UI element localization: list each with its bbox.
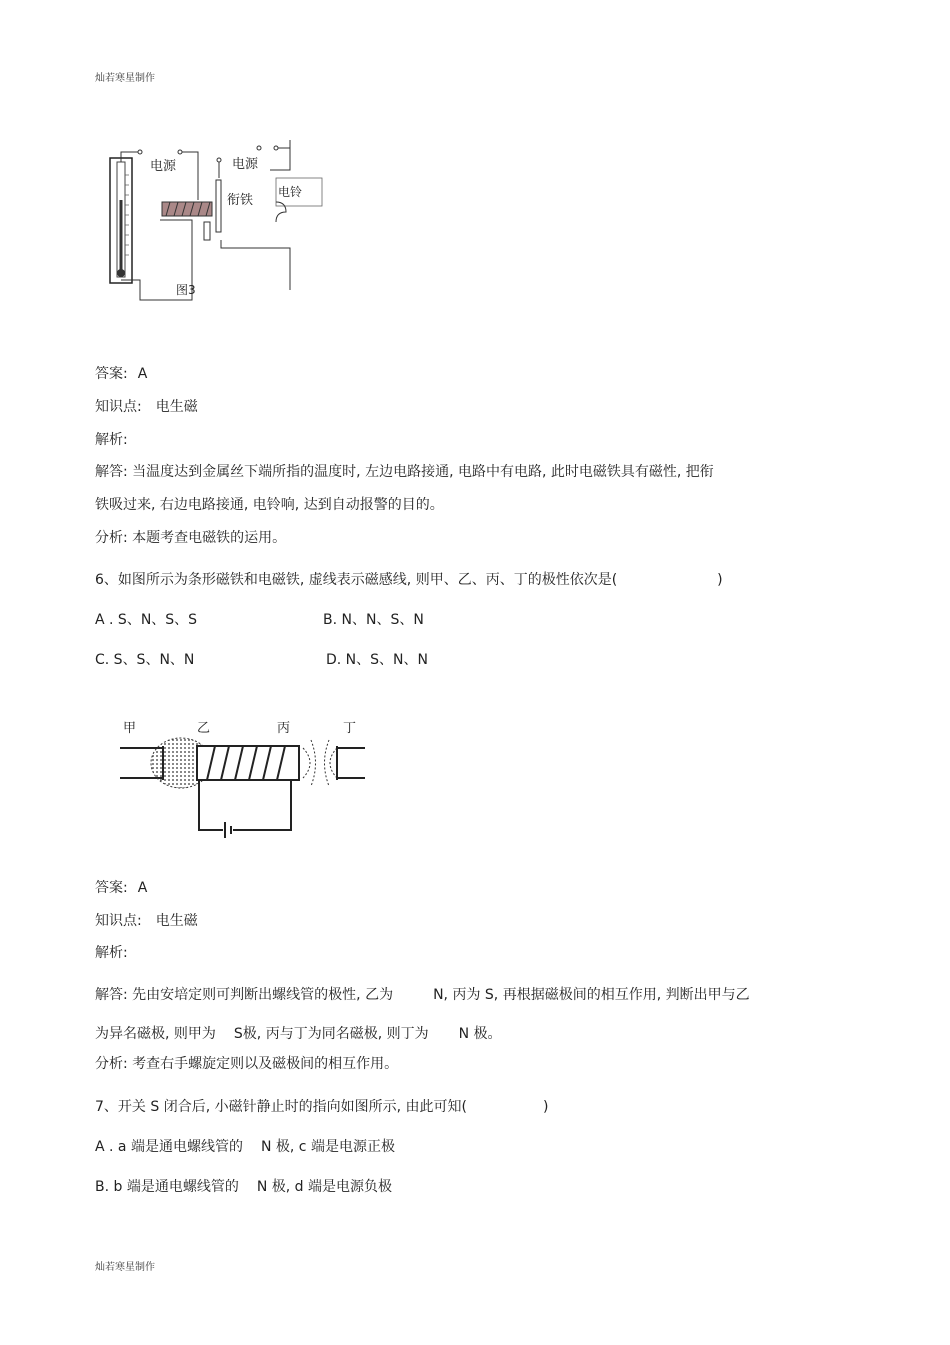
q6-knowledge <box>95 912 198 930</box>
answer-label: 答案: <box>95 366 128 382</box>
knowledge-label: 知识点: <box>95 399 142 415</box>
figure-caption: 图3 <box>176 283 196 297</box>
q7-stem <box>95 1098 548 1116</box>
armature <box>216 180 221 232</box>
q5-analysis-label: 解析: <box>95 432 128 448</box>
q7-option-a <box>95 1138 395 1156</box>
q6-fenxi: 分析: 考查右手螺旋定则以及磁极间的相互作用。 <box>95 1056 399 1072</box>
figure-3-circuit <box>100 140 340 305</box>
q7-opt-b-part1: B. b 端是通电螺线管的 <box>95 1179 239 1195</box>
q6-answer <box>95 879 147 897</box>
q5-fenxi: 分析: 本题考查电磁铁的运用。 <box>95 530 287 546</box>
q7-option-b <box>95 1178 392 1196</box>
q5-solution-line-2: 铁吸过来, 右边电路接通, 电铃响, 达到自动报警的目的。 <box>95 497 444 513</box>
answer-value: A <box>137 880 148 896</box>
q6-stem-close: ) <box>717 572 723 588</box>
q7-opt-a-part2: N 极, c 端是电源正极 <box>260 1139 395 1155</box>
q6-option-c: C. S、S、N、N <box>95 652 195 668</box>
q6-sol2-b: S极, 丙与丁为同名磁极, 则丁为 <box>233 1026 429 1042</box>
q7-opt-b-part2: N 极, d 端是电源负极 <box>256 1179 393 1195</box>
q5-answer <box>95 365 147 383</box>
q6-analysis-label: 解析: <box>95 945 128 961</box>
q6-option-b: B. N、N、S、N <box>323 612 424 628</box>
answer-label: 答案: <box>95 880 128 896</box>
bell-label: 电铃 <box>278 185 303 199</box>
q6-sol1-b: N, 丙为 S, 再根据磁极间的相互作用, 判断出甲与乙 <box>433 987 750 1003</box>
label-bing: 丙 <box>277 721 291 736</box>
q7-opt-a-part1: A . a 端是通电螺线管的 <box>95 1139 243 1155</box>
q6-stem-text: 6、如图所示为条形磁铁和电磁铁, 虚线表示磁感线, 则甲、乙、丙、丁的极性依次是( <box>95 572 618 588</box>
label-ding: 丁 <box>343 721 357 736</box>
power-label-2: 电源 <box>232 157 259 172</box>
q6-solution-line-2 <box>95 1025 502 1043</box>
page-header: 灿若寒星制作 <box>95 73 155 84</box>
q5-solution-line-1: 解答: 当温度达到金属丝下端所指的温度时, 左边电路接通, 电路中有电路, 此时电磁铁具有磁性, 把衔 <box>95 464 714 480</box>
knowledge-value: 电生磁 <box>155 399 198 415</box>
knowledge-label: 知识点: <box>95 913 142 929</box>
label-jia: 甲 <box>123 721 137 736</box>
label-yi: 乙 <box>197 721 211 736</box>
armature-label: 衔铁 <box>227 193 254 208</box>
q6-stem <box>95 571 723 589</box>
answer-value: A <box>137 366 148 382</box>
power-label-1: 电源 <box>150 159 177 174</box>
q6-option-d: D. N、S、N、N <box>326 652 428 668</box>
q6-solution-line-1 <box>95 986 750 1004</box>
page-footer: 灿若寒星制作 <box>95 1262 155 1273</box>
q6-sol1-a: 解答: 先由安培定则可判断出螺线管的极性, 乙为 <box>95 987 394 1003</box>
q6-sol2-a: 为异名磁极, 则甲为 <box>95 1026 216 1042</box>
q7-stem-close: ) <box>542 1099 549 1115</box>
q5-knowledge <box>95 398 198 416</box>
figure-q6-magnets <box>115 718 370 843</box>
q6-sol2-c: N 极。 <box>458 1026 502 1042</box>
q6-option-a: A . S、N、S、S <box>95 612 198 628</box>
q7-stem-text: 7、开关 S 闭合后, 小磁针静止时的指向如图所示, 由此可知( <box>95 1099 467 1115</box>
knowledge-value: 电生磁 <box>155 913 198 929</box>
